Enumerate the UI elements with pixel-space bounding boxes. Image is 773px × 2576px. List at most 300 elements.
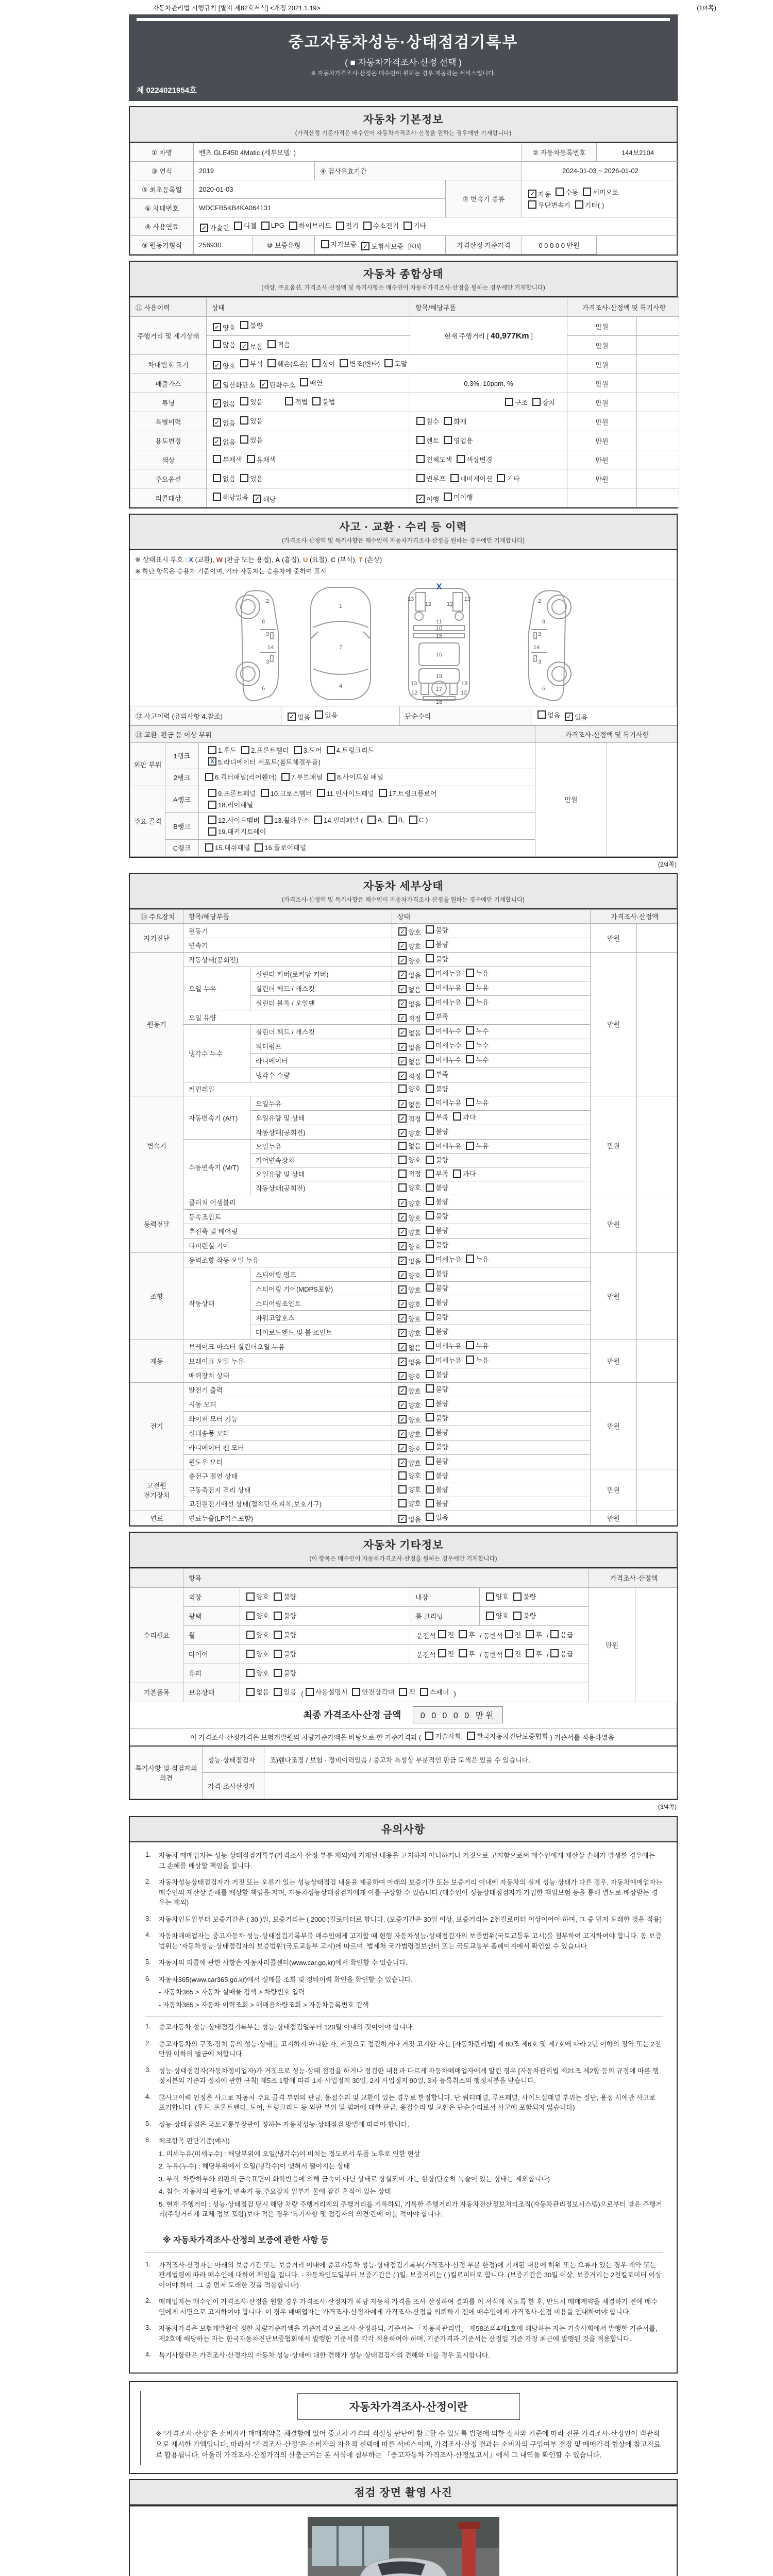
checkbox-option[interactable] (213, 454, 242, 464)
checkbox[interactable] (336, 222, 344, 230)
checkbox[interactable]: X (208, 757, 216, 766)
checkbox-option[interactable] (426, 1112, 448, 1122)
checkbox-option[interactable] (438, 1630, 455, 1639)
checkbox[interactable]: ✓ (361, 242, 369, 250)
checkbox[interactable] (267, 340, 276, 348)
checkbox-option[interactable] (426, 1498, 448, 1508)
checkbox[interactable] (426, 1413, 434, 1421)
checkbox-option[interactable] (398, 1415, 421, 1425)
checkbox-option[interactable] (426, 1083, 448, 1093)
checkbox-option[interactable] (444, 416, 466, 426)
checkbox-option[interactable] (213, 418, 236, 428)
checkbox[interactable] (261, 789, 269, 797)
checkbox[interactable]: ✓ (398, 1257, 407, 1265)
checkbox[interactable] (409, 816, 417, 824)
checkbox[interactable] (317, 789, 325, 797)
checkbox-option[interactable] (398, 1227, 421, 1237)
checkbox[interactable] (513, 1592, 522, 1601)
checkbox[interactable] (426, 1370, 434, 1378)
checkbox[interactable] (426, 925, 434, 934)
checkbox-option[interactable] (384, 359, 407, 368)
checkbox[interactable] (240, 321, 248, 329)
checkbox-option[interactable] (312, 359, 335, 368)
checkbox-option[interactable] (398, 1128, 421, 1138)
checkbox[interactable] (306, 1688, 314, 1696)
checkbox[interactable] (240, 397, 248, 405)
checkbox-option[interactable] (289, 221, 331, 230)
checkbox[interactable] (426, 1142, 434, 1150)
checkbox-option[interactable] (426, 1427, 448, 1437)
checkbox[interactable]: ✓ (260, 380, 268, 388)
checkbox-option[interactable] (398, 1141, 421, 1150)
checkbox[interactable] (289, 222, 297, 230)
checkbox[interactable] (416, 474, 425, 482)
checkbox-option[interactable] (398, 1314, 421, 1324)
checkbox-option[interactable] (398, 1256, 421, 1266)
checkbox[interactable] (426, 969, 434, 977)
checkbox-option[interactable] (426, 1456, 448, 1466)
checkbox-option[interactable] (426, 1225, 448, 1235)
checkbox[interactable] (513, 1612, 522, 1620)
checkbox-option[interactable] (583, 187, 618, 197)
checkbox[interactable] (426, 1070, 434, 1078)
checkbox[interactable] (426, 1255, 434, 1263)
checkbox[interactable] (486, 1612, 494, 1620)
checkbox[interactable]: ✓ (398, 1444, 407, 1452)
checkbox-option[interactable] (398, 999, 421, 1009)
checkbox[interactable] (398, 1156, 407, 1164)
checkbox[interactable] (240, 474, 248, 482)
checkbox-option[interactable] (486, 1611, 509, 1620)
checkbox-option[interactable] (294, 745, 322, 755)
checkbox[interactable] (384, 359, 393, 367)
checkbox-option[interactable] (466, 1097, 489, 1107)
checkbox-option[interactable] (398, 956, 421, 965)
checkbox[interactable]: ✓ (200, 224, 208, 232)
checkbox-option[interactable] (416, 473, 446, 483)
checkbox-option[interactable] (208, 788, 256, 798)
checkbox[interactable]: ✓ (398, 1343, 407, 1351)
checkbox-option[interactable] (213, 437, 236, 447)
checkbox[interactable]: ✓ (213, 323, 221, 331)
checkbox[interactable]: ✓ (398, 1043, 407, 1051)
checkbox[interactable] (426, 1341, 434, 1349)
checkbox[interactable] (426, 1499, 434, 1507)
checkbox-option[interactable] (327, 745, 375, 755)
checkbox[interactable] (466, 983, 474, 991)
checkbox[interactable] (526, 1649, 534, 1657)
checkbox-option[interactable] (208, 800, 253, 809)
checkbox-option[interactable] (398, 1182, 421, 1192)
checkbox-option[interactable] (426, 1398, 448, 1408)
checkbox[interactable] (398, 1142, 407, 1150)
checkbox-option[interactable] (274, 1668, 296, 1677)
checkbox-option[interactable] (398, 1498, 421, 1508)
checkbox[interactable] (416, 436, 425, 444)
checkbox-option[interactable] (466, 1141, 489, 1150)
checkbox-option[interactable] (398, 1285, 421, 1295)
checkbox[interactable] (327, 746, 335, 754)
checkbox-option[interactable] (398, 1386, 421, 1396)
checkbox-option[interactable] (398, 1299, 421, 1309)
checkbox-option[interactable] (398, 1429, 421, 1439)
checkbox[interactable] (466, 1142, 474, 1150)
checkbox[interactable] (453, 1170, 461, 1178)
checkbox[interactable] (274, 1669, 282, 1677)
checkbox[interactable] (247, 455, 255, 463)
checkbox-option[interactable] (379, 788, 436, 798)
checkbox[interactable] (264, 816, 273, 824)
checkbox[interactable] (537, 710, 546, 719)
checkbox[interactable] (240, 416, 248, 425)
checkbox-option[interactable] (426, 1055, 461, 1064)
checkbox[interactable]: ✓ (398, 971, 407, 979)
checkbox[interactable] (426, 983, 434, 991)
checkbox[interactable] (426, 1098, 434, 1106)
checkbox-option[interactable] (213, 399, 236, 409)
checkbox-option[interactable] (240, 416, 263, 426)
checkbox[interactable] (575, 200, 583, 209)
checkbox-option[interactable] (513, 1611, 536, 1620)
checkbox[interactable] (426, 1312, 434, 1320)
checkbox-option[interactable] (398, 1168, 421, 1178)
checkbox-option[interactable] (528, 200, 570, 210)
checkbox[interactable]: ✓ (398, 927, 407, 936)
checkbox-option[interactable] (526, 1630, 542, 1639)
checkbox-option[interactable] (426, 1011, 448, 1021)
checkbox-option[interactable] (426, 1040, 461, 1050)
checkbox-option[interactable] (466, 968, 489, 978)
checkbox-option[interactable] (426, 1369, 448, 1379)
checkbox-option[interactable] (416, 454, 452, 464)
checkbox[interactable] (505, 398, 513, 406)
checkbox-option[interactable] (213, 473, 236, 483)
checkbox-option[interactable] (205, 842, 250, 852)
checkbox[interactable] (426, 1226, 434, 1234)
checkbox[interactable] (497, 474, 505, 482)
checkbox[interactable] (466, 1255, 474, 1263)
checkbox[interactable] (327, 773, 335, 781)
checkbox-option[interactable] (240, 342, 263, 351)
checkbox[interactable] (363, 222, 372, 230)
checkbox-option[interactable] (398, 927, 421, 937)
checkbox-option[interactable] (466, 1355, 489, 1365)
checkbox[interactable]: ✓ (398, 1271, 407, 1279)
checkbox-option[interactable] (426, 1384, 448, 1394)
checkbox[interactable] (426, 1211, 434, 1219)
checkbox[interactable] (453, 1112, 461, 1121)
checkbox-option[interactable] (459, 1630, 475, 1639)
checkbox[interactable] (281, 773, 290, 781)
checkbox-option[interactable] (453, 1112, 476, 1122)
checkbox-option[interactable] (246, 1591, 269, 1601)
checkbox-option[interactable] (361, 241, 404, 251)
checkbox[interactable]: ✓ (398, 1213, 407, 1222)
checkbox-option[interactable] (426, 1355, 461, 1365)
checkbox[interactable] (246, 1669, 255, 1677)
checkbox-option[interactable] (398, 1013, 421, 1023)
checkbox-option[interactable] (398, 1371, 421, 1381)
checkbox[interactable] (274, 1631, 282, 1639)
checkbox[interactable] (426, 1156, 434, 1164)
checkbox-option[interactable] (274, 1630, 296, 1639)
checkbox-option[interactable] (367, 816, 383, 824)
checkbox-option[interactable] (409, 816, 428, 824)
checkbox-option[interactable] (426, 1442, 448, 1451)
checkbox[interactable]: ✓ (398, 1285, 407, 1294)
checkbox-option[interactable] (398, 1057, 421, 1066)
checkbox-option[interactable] (398, 1444, 421, 1453)
checkbox-option[interactable] (457, 454, 492, 464)
checkbox-option[interactable] (246, 1611, 269, 1620)
checkbox[interactable] (426, 1283, 434, 1292)
checkbox[interactable] (426, 1399, 434, 1407)
checkbox[interactable] (420, 1688, 428, 1696)
checkbox-option[interactable] (240, 359, 263, 368)
checkbox-option[interactable] (426, 1326, 448, 1336)
checkbox[interactable] (459, 1649, 467, 1657)
checkbox-option[interactable] (404, 221, 426, 230)
checkbox[interactable] (300, 378, 308, 386)
checkbox[interactable] (213, 474, 221, 482)
checkbox[interactable] (466, 1355, 474, 1364)
checkbox[interactable] (340, 359, 348, 367)
checkbox-option[interactable] (200, 223, 229, 232)
checkbox[interactable] (312, 359, 321, 367)
checkbox-option[interactable] (314, 815, 363, 825)
checkbox[interactable] (467, 1732, 475, 1740)
checkbox-option[interactable] (505, 1630, 522, 1639)
checkbox[interactable] (426, 1170, 434, 1178)
checkbox-option[interactable] (213, 323, 236, 332)
checkbox-option[interactable] (537, 710, 560, 720)
checkbox[interactable]: ✓ (213, 380, 221, 388)
checkbox[interactable]: ✓ (398, 1228, 407, 1236)
checkbox-option[interactable] (425, 1731, 463, 1741)
checkbox[interactable] (205, 773, 213, 781)
checkbox-option[interactable] (426, 1240, 448, 1249)
checkbox-option[interactable] (336, 221, 359, 230)
checkbox[interactable] (486, 1592, 494, 1601)
checkbox-option[interactable] (575, 200, 604, 210)
checkbox-option[interactable] (426, 1283, 448, 1293)
checkbox-option[interactable] (274, 1591, 296, 1601)
checkbox-option[interactable] (398, 1042, 421, 1052)
checkbox-option[interactable] (398, 1270, 421, 1280)
checkbox[interactable]: ✓ (213, 399, 221, 408)
checkbox-option[interactable] (426, 939, 448, 949)
checkbox[interactable]: ✓ (398, 1114, 407, 1123)
checkbox-option[interactable] (240, 435, 263, 445)
checkbox-option[interactable] (466, 997, 489, 1007)
checkbox-option[interactable] (426, 925, 448, 935)
checkbox-option[interactable] (399, 1687, 415, 1697)
checkbox-option[interactable] (267, 359, 308, 368)
checkbox-option[interactable] (246, 1687, 269, 1697)
checkbox-option[interactable] (246, 1649, 269, 1658)
checkbox-option[interactable] (213, 340, 236, 349)
checkbox[interactable] (426, 1355, 434, 1364)
checkbox-option[interactable] (398, 1198, 421, 1208)
checkbox-option[interactable] (565, 712, 587, 722)
checkbox[interactable]: ✓ (398, 1329, 407, 1337)
checkbox[interactable]: ✓ (398, 1386, 407, 1395)
checkbox[interactable] (426, 997, 434, 1006)
checkbox[interactable]: ✓ (398, 1358, 407, 1366)
checkbox[interactable] (426, 1442, 434, 1450)
checkbox-option[interactable] (340, 359, 380, 368)
checkbox[interactable] (416, 455, 425, 463)
checkbox[interactable] (208, 801, 216, 809)
checkbox-option[interactable] (528, 189, 551, 199)
checkbox[interactable] (426, 1012, 434, 1020)
checkbox[interactable] (438, 1649, 446, 1657)
checkbox[interactable] (213, 455, 221, 463)
checkbox-option[interactable] (426, 1470, 448, 1480)
checkbox[interactable] (457, 455, 465, 463)
checkbox[interactable]: ✓ (528, 190, 536, 198)
checkbox[interactable] (426, 1183, 434, 1192)
checkbox[interactable] (444, 493, 452, 501)
checkbox[interactable] (246, 1688, 255, 1696)
checkbox[interactable] (466, 1041, 474, 1049)
checkbox-option[interactable] (416, 416, 439, 426)
checkbox[interactable] (312, 397, 321, 405)
checkbox[interactable]: ✓ (398, 1372, 407, 1380)
checkbox[interactable]: ✓ (398, 1072, 407, 1080)
checkbox[interactable] (556, 188, 564, 196)
checkbox[interactable] (213, 493, 221, 501)
checkbox-option[interactable] (426, 1211, 448, 1221)
checkbox-option[interactable] (312, 397, 335, 406)
checkbox[interactable]: ✓ (213, 437, 221, 446)
checkbox-option[interactable] (426, 1341, 461, 1350)
checkbox[interactable] (450, 474, 459, 482)
checkbox[interactable] (426, 1384, 434, 1393)
checkbox-option[interactable] (426, 968, 461, 978)
checkbox[interactable] (550, 1630, 559, 1638)
checkbox[interactable] (426, 1456, 434, 1465)
checkbox[interactable]: ✓ (398, 1300, 407, 1308)
checkbox[interactable] (426, 1084, 434, 1093)
checkbox-option[interactable] (466, 1040, 489, 1050)
checkbox-option[interactable] (300, 378, 323, 387)
checkbox-option[interactable] (426, 1512, 448, 1522)
checkbox-option[interactable] (327, 772, 383, 782)
checkbox-option[interactable] (264, 815, 309, 825)
checkbox-option[interactable] (426, 1069, 448, 1079)
checkbox-option[interactable] (398, 1470, 421, 1480)
checkbox-option[interactable] (285, 397, 308, 406)
checkbox[interactable] (466, 1026, 474, 1035)
checkbox-option[interactable] (398, 1400, 421, 1410)
checkbox-option[interactable] (438, 1649, 455, 1658)
checkbox[interactable]: ✓ (416, 495, 425, 503)
checkbox[interactable] (274, 1650, 282, 1658)
checkbox[interactable] (255, 843, 263, 852)
checkbox-option[interactable] (398, 1071, 421, 1081)
checkbox-option[interactable] (208, 815, 260, 825)
checkbox-option[interactable] (260, 380, 295, 389)
checkbox-option[interactable] (398, 1114, 421, 1124)
checkbox[interactable]: ✓ (398, 1459, 407, 1467)
checkbox-option[interactable] (241, 745, 289, 755)
checkbox-option[interactable] (505, 1649, 522, 1658)
checkbox[interactable]: ✓ (398, 942, 407, 950)
checkbox-option[interactable] (426, 1141, 461, 1150)
checkbox-option[interactable] (281, 772, 323, 782)
checkbox[interactable] (208, 746, 216, 754)
checkbox-option[interactable] (208, 757, 321, 767)
checkbox[interactable] (379, 789, 387, 797)
checkbox[interactable] (234, 222, 242, 230)
checkbox[interactable] (426, 1041, 434, 1049)
checkbox-option[interactable] (398, 1083, 421, 1093)
checkbox-option[interactable] (426, 1254, 461, 1264)
checkbox[interactable]: ✓ (288, 713, 296, 721)
checkbox[interactable] (426, 1055, 434, 1063)
checkbox-option[interactable] (426, 954, 448, 963)
checkbox-option[interactable] (398, 1099, 421, 1109)
checkbox[interactable]: ✓ (398, 1199, 407, 1207)
checkbox-option[interactable] (246, 1630, 269, 1639)
checkbox[interactable]: ✓ (398, 1242, 407, 1250)
checkbox[interactable]: ✓ (398, 1401, 407, 1409)
checkbox-option[interactable] (398, 1328, 421, 1338)
checkbox-option[interactable] (240, 320, 263, 330)
checkbox-option[interactable] (205, 772, 277, 782)
checkbox[interactable] (399, 1688, 407, 1696)
checkbox-option[interactable] (513, 1591, 536, 1601)
checkbox-option[interactable] (467, 1731, 548, 1741)
checkbox[interactable] (505, 1630, 513, 1638)
checkbox-option[interactable] (246, 1668, 269, 1677)
checkbox-option[interactable] (398, 1514, 421, 1524)
checkbox[interactable] (398, 1084, 407, 1093)
checkbox[interactable] (426, 1269, 434, 1277)
checkbox-option[interactable] (398, 1242, 421, 1251)
checkbox-option[interactable] (444, 435, 473, 445)
checkbox-option[interactable] (234, 221, 257, 230)
checkbox[interactable] (426, 1327, 434, 1335)
checkbox-option[interactable] (398, 1458, 421, 1468)
checkbox[interactable]: ✓ (213, 361, 221, 369)
checkbox[interactable] (398, 1183, 407, 1192)
checkbox-option[interactable] (426, 1155, 448, 1164)
checkbox-option[interactable] (426, 1097, 461, 1107)
checkbox[interactable] (398, 1485, 407, 1494)
checkbox-option[interactable] (459, 1649, 475, 1658)
checkbox-option[interactable] (426, 1126, 448, 1136)
checkbox-option[interactable] (208, 826, 266, 836)
checkbox[interactable] (398, 1499, 407, 1507)
checkbox-option[interactable] (426, 997, 461, 1007)
checkbox[interactable] (426, 1240, 434, 1248)
checkbox-option[interactable] (466, 1026, 489, 1036)
checkbox[interactable] (426, 954, 434, 962)
checkbox[interactable]: ✓ (398, 1100, 407, 1108)
checkbox-option[interactable] (550, 1649, 573, 1658)
checkbox[interactable]: ✓ (398, 1014, 407, 1022)
checkbox[interactable]: ✓ (240, 342, 248, 350)
checkbox[interactable] (315, 710, 323, 719)
checkbox[interactable]: ✓ (398, 956, 407, 964)
checkbox-option[interactable] (213, 361, 236, 370)
checkbox[interactable] (466, 969, 474, 977)
checkbox-option[interactable] (240, 397, 263, 406)
checkbox[interactable] (208, 816, 216, 824)
checkbox-option[interactable] (213, 492, 248, 502)
